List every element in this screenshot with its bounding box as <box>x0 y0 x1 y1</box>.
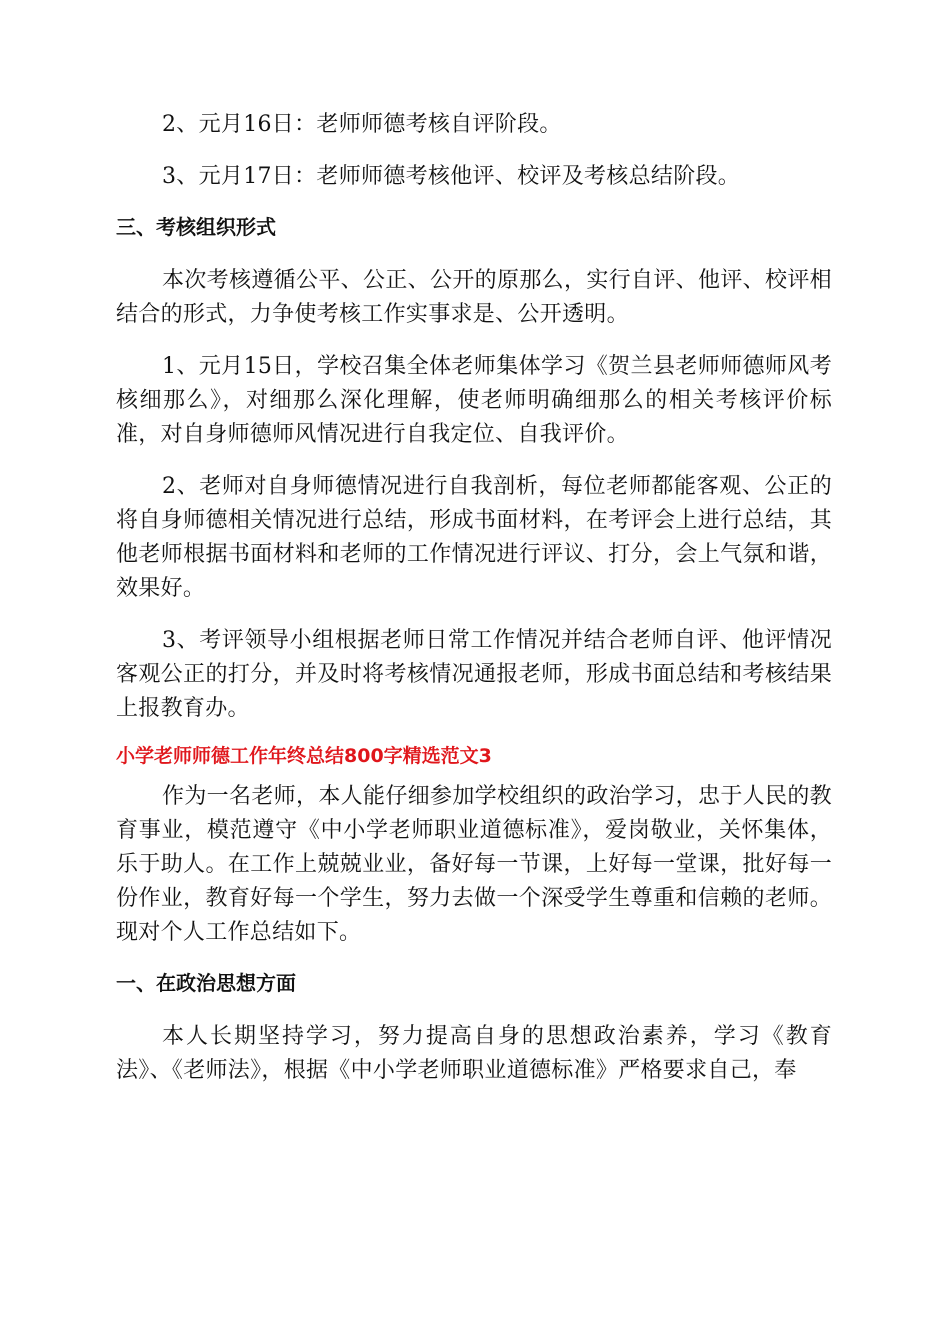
paragraph-step-1: 1、元月15日，学校召集全体老师集体学习《贺兰县老师师德师风考核细那么》，对细那么深化理解，使老师明确细那么的相关考核评价标准，对自身师德师风情况进行自我定位、自我评价。 <box>116 354 832 447</box>
section-heading-assessment-form: 三、考核组织形式 <box>116 215 276 239</box>
paragraph-schedule-17: 3、元月17日：老师师德考核他评、校评及考核总结阶段。 <box>162 164 741 189</box>
document-body <box>116 108 832 1106</box>
paragraph-step-3: 3、考评领导小组根据老师日常工作情况并结合老师自评、他评情况客观公正的打分，并及时将考核情况通报老师，形成书面总结和考核结果上报教育办。 <box>116 628 832 721</box>
paragraph-step-2: 2、老师对自身师德情况进行自我剖析，每位老师都能客观、公正的将自身师德相关情况进行总结，形成书面材料，在考评会上进行总结，其他老师根据书面材料和老师的工作情况进行评议、打分，会上气氛和谐，效果好。 <box>116 474 832 601</box>
paragraph-schedule-16: 2、元月16日：老师师德考核自评阶段。 <box>162 112 562 137</box>
paragraph-assessment-principles: 本次考核遵循公平、公正、公开的原那么，实行自评、他评、校评相结合的形式，力争使考核工作实事求是、公开透明。 <box>116 268 832 327</box>
paragraph-intro: 作为一名老师，本人能仔细参加学校组织的政治学习，忠于人民的教育事业，模范遵守《中小学老师职业道德标准》，爱岗敬业，关怀集体，乐于助人。在工作上兢兢业业，备好每一节课，上好每一堂课，批好每一份作业，教育好每一个学生，努力去做一个深受学生尊重和信赖的老师。现对个人工作总结如下。 <box>116 784 832 945</box>
section-heading-political-thought: 一、在政治思想方面 <box>116 971 296 995</box>
essay-title: 小学老师师德工作年终总结800字精选范文3 <box>116 745 492 767</box>
paragraph-political-study: 本人长期坚持学习，努力提高自身的思想政治素养，学习《教育法》、《老师法》，根据《中小学老师职业道德标准》严格要求自己，奉 <box>116 1024 832 1083</box>
